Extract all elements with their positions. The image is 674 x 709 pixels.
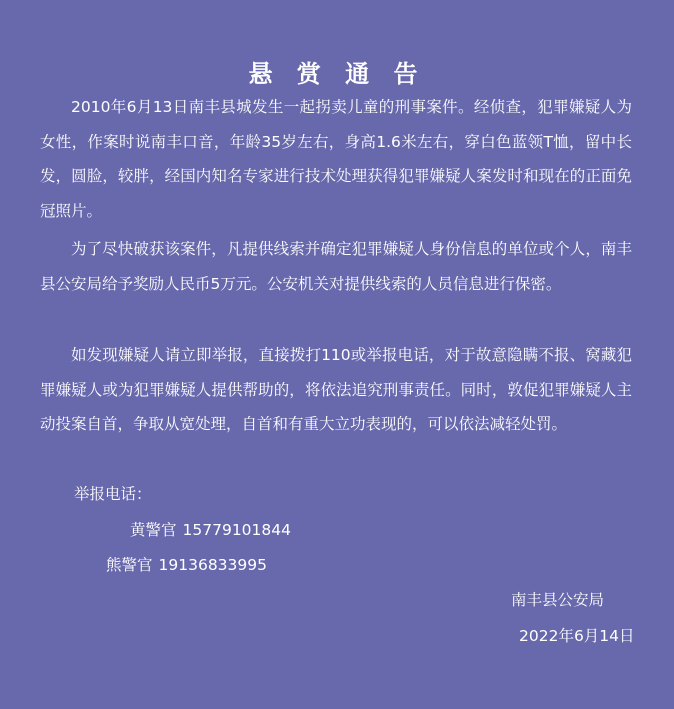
issue-date: 2022年6月14日 (519, 627, 635, 645)
case-description-paragraph: 2010年6月13日南丰县城发生一起拐卖儿童的刑事案件。经侦查，犯罪嫌疑人为女性，作案时说南丰口音，年龄35岁左右，身高1.6米左右，穿白色蓝领T恤，留中长发，圆脸，较胖，经国内知名专家进行技术处理获得犯罪嫌疑人案发时和现在的正面免冠照片。 (40, 98, 632, 220)
hotline-label: 举报电话： (74, 485, 152, 503)
notice-title: 悬 赏 通 告 (248, 60, 426, 88)
contact-row (106, 553, 267, 577)
contact-name: 黄警官 (130, 521, 177, 539)
contact-phone: 15779101844 (182, 521, 291, 539)
contact-row (130, 518, 291, 542)
reward-paragraph: 为了尽快破获该案件，凡提供线索并确定犯罪嫌疑人身份信息的单位或个人，南丰县公安局给予奖励人民币5万元。公安机关对提供线索的人员信息进行保密。 (40, 240, 632, 293)
issuer-signature: 南丰县公安局 (511, 591, 605, 609)
contact-phone: 19136833995 (158, 556, 267, 574)
contact-name: 熊警官 (106, 556, 153, 574)
report-instructions-paragraph: 如发现嫌疑人请立即举报，直接拨打110或举报电话，对于故意隐瞒不报、窝藏犯罪嫌疑人或为犯罪嫌疑人提供帮助的，将依法追究刑事责任。同时，敦促犯罪嫌疑人主动投案自首，争取从宽处理，自首和有重大立功表现的，可以依法减轻处罚。 (40, 346, 632, 433)
